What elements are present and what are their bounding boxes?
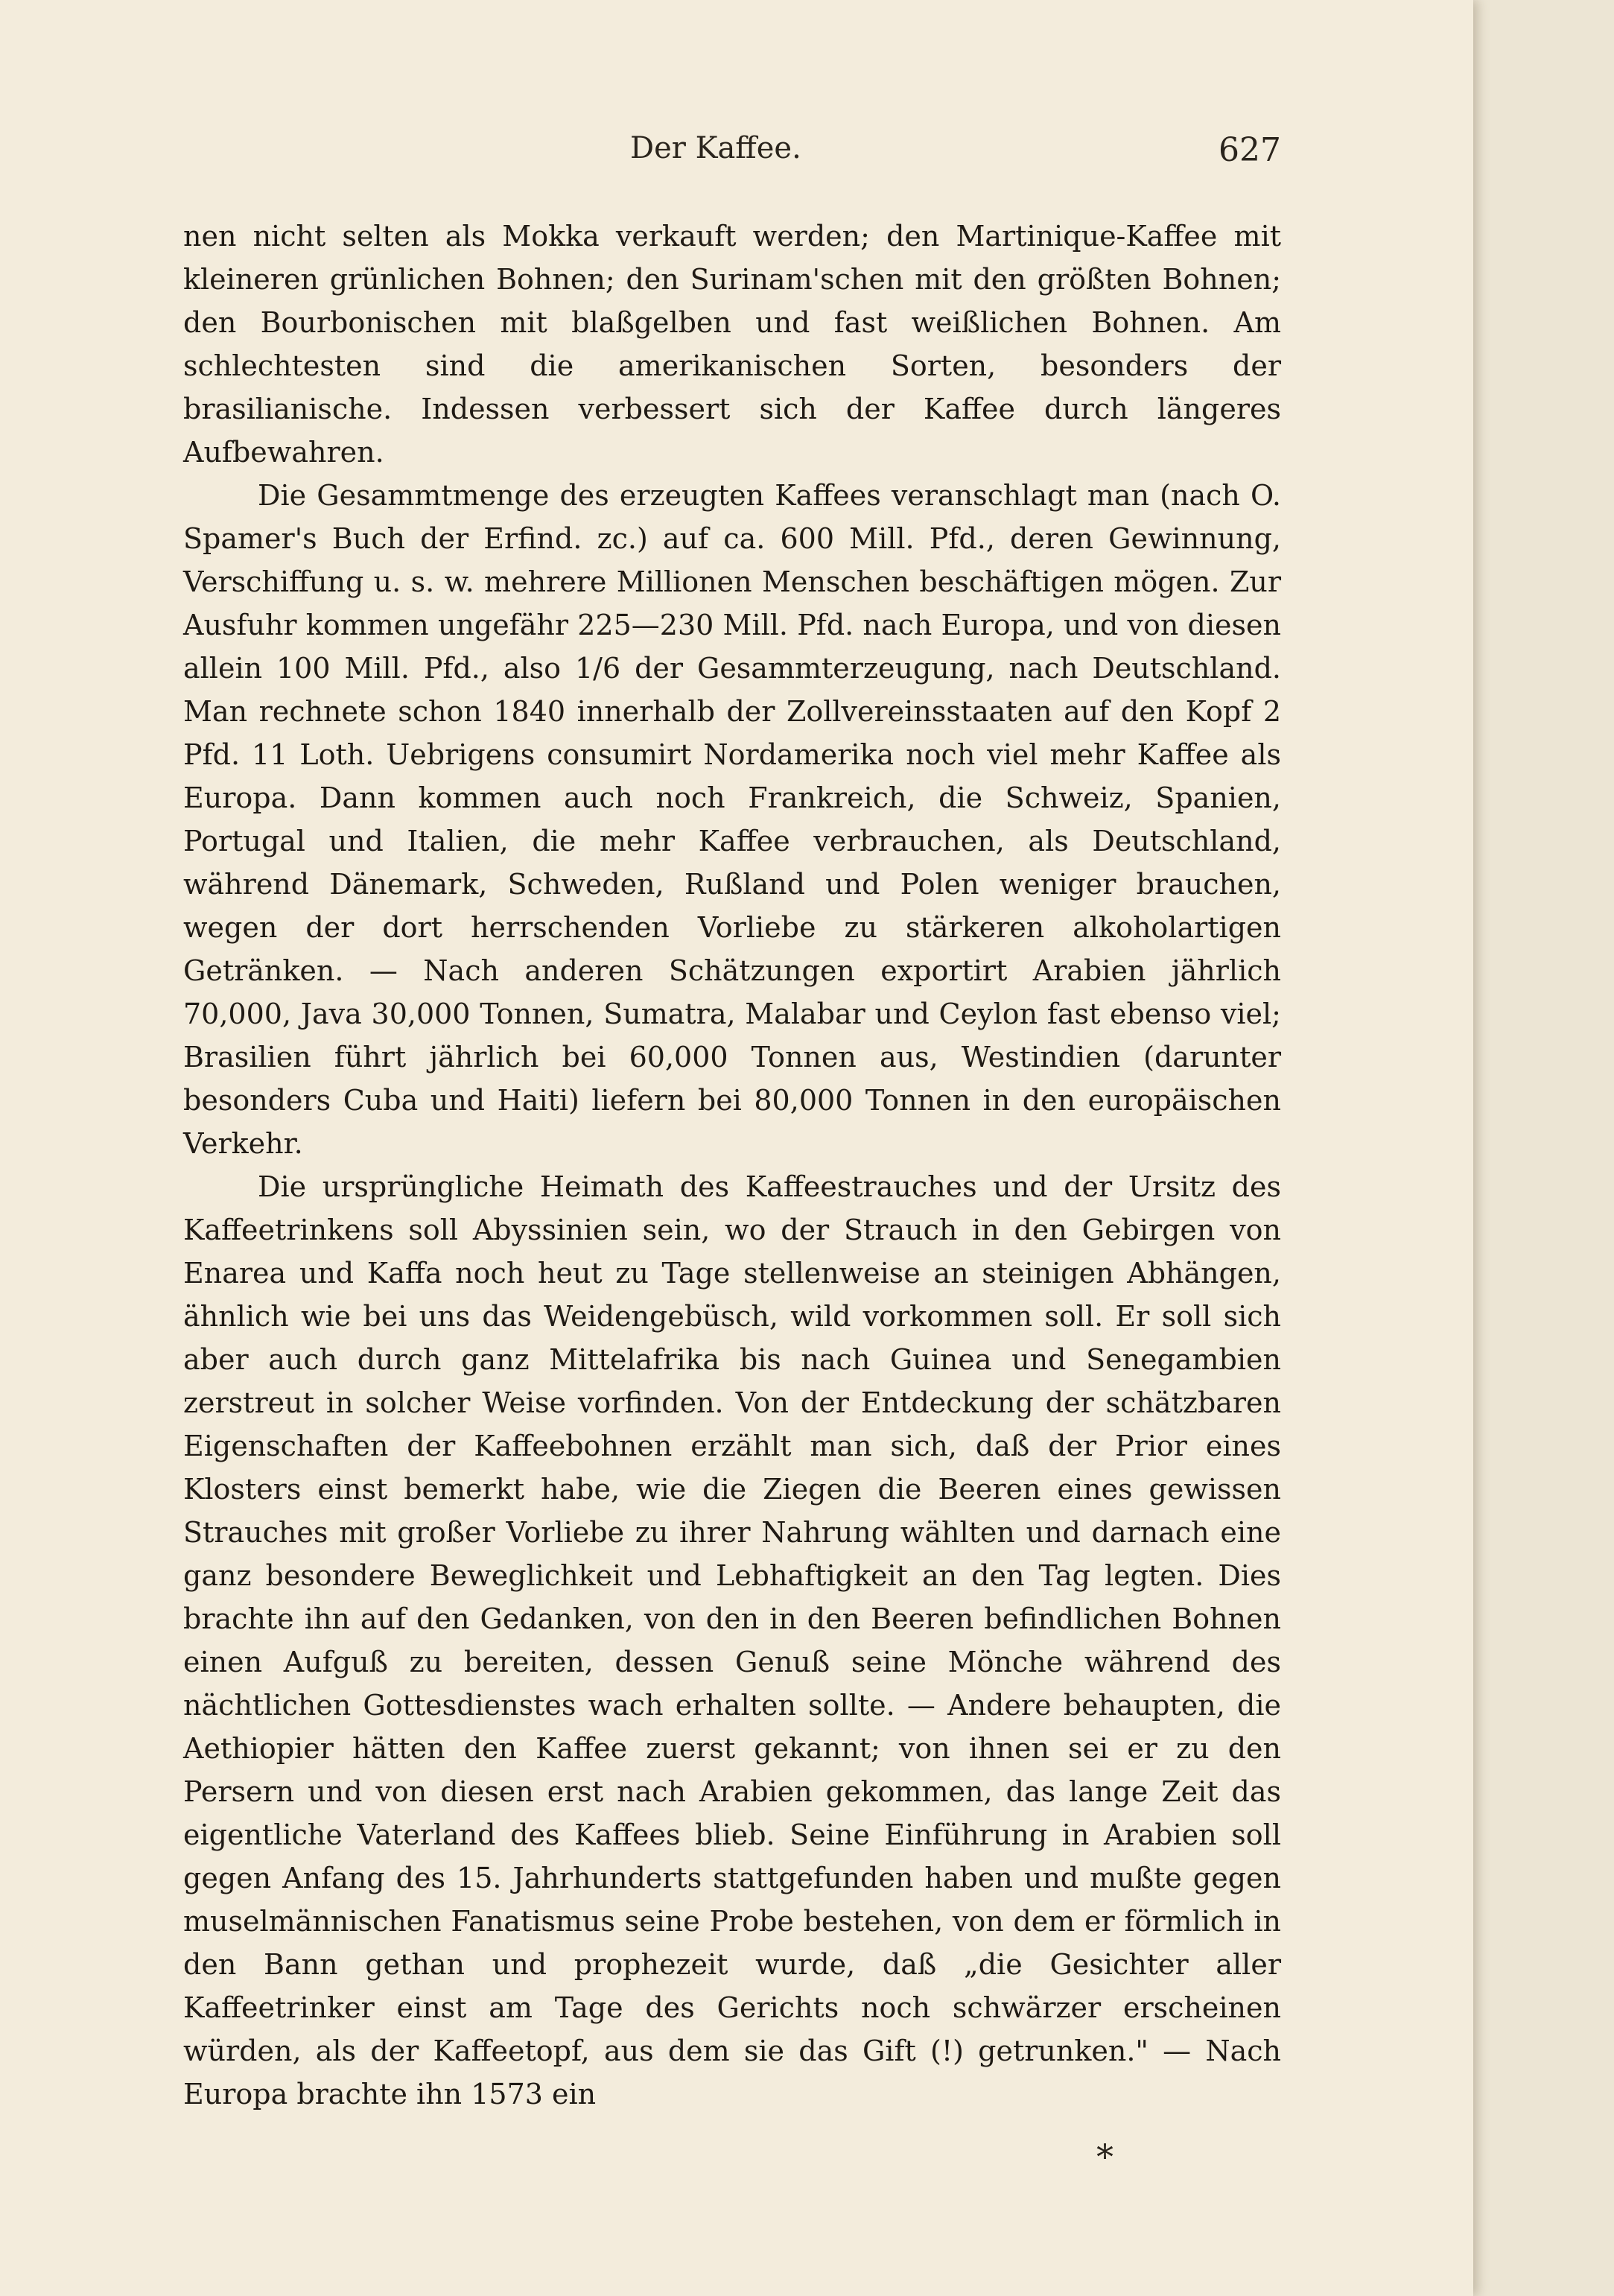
signature-mark: * xyxy=(1096,2137,1113,2177)
body-text xyxy=(183,215,1281,2116)
paragraph-coffee-origin: Die ursprüngliche Heimath des Kaffeestrauches und der Ursitz des Kaffeetrinkens soll Abyssinien sein, wo der Strauch in den Gebirgen von Enarea und Kaffa noch heut zu Tage stellenweise an steinigen Abhängen, ähnlich wie bei uns das Weidengebüsch, wild vorkommen soll. Er soll sich aber auch durch ganz Mittelafrika bis nach Guinea und Senegambien zerstreut in solcher Weise vorfinden. Von der Entdeckung der schätzbaren Eigenschaften der Kaffeebohnen erzählt man sich, daß der Prior eines Klosters einst bemerkt habe, wie die Ziegen die Beeren eines gewissen Strauches mit großer Vorliebe zu ihrer Nahrung wählten und darnach eine ganz besondere Beweglichkeit und Lebhaftigkeit an den Tag legten. Dies brachte ihn auf den Gedanken, von den in den Beeren befindlichen Bohnen einen Aufguß zu bereiten, dessen Genuß seine Mönche während des nächtlichen Gottesdienstes wach erhalten sollte. — Andere behaupten, die Aethiopier hätten den Kaffee zuerst gekannt; von ihnen sei er zu den Persern und von diesen erst nach Arabien gekommen, das lange Zeit das eigentliche Vaterland des Kaffees blieb. Seine Einführung in Arabien soll gegen Anfang des 15. Jahrhunderts stattgefunden haben und mußte gegen muselmännischen Fanatismus seine Probe bestehen, von dem er förmlich in den Bann gethan und prophezeit wurde, daß „die Gesichter aller Kaffeetrinker einst am Tage des Gerichts noch schwärzer erscheinen würden, als der Kaffeetopf, aus dem sie das Gift (!) getrunken." — Nach Europa brachte ihn 1573 ein xyxy=(183,1170,1281,2111)
running-title: Der Kaffee. xyxy=(630,131,801,165)
paragraph-coffee-production: Die Gesammtmenge des erzeugten Kaffees veranschlagt man (nach O. Spamer's Buch der Erfind. zc.) auf ca. 600 Mill. Pfd., deren Gewinnung, Verschiffung u. s. w. mehrere Millionen Menschen beschäftigen mögen. Zur Ausfuhr kommen ungefähr 225—230 Mill. Pfd. nach Europa, und von diesen allein 100 Mill. Pfd., also 1/6 der Gesammterzeugung, nach Deutschland. Man rechnete schon 1840 innerhalb der Zollvereinsstaaten auf den Kopf 2 Pfd. 11 Loth. Uebrigens consumirt Nordamerika noch viel mehr Kaffee als Europa. Dann kommen auch noch Frankreich, die Schweiz, Spanien, Portugal und Italien, die mehr Kaffee verbrauchen, als Deutschland, während Dänemark, Schweden, Rußland und Polen weniger brauchen, wegen der dort herrschenden Vorliebe zu stärkeren alkoholartigen Getränken. — Nach anderen Schätzungen exportirt Arabien jährlich 70,000, Java 30,000 Tonnen, Sumatra, Malabar und Ceylon fast ebenso viel; Brasilien führt jährlich bei 60,000 Tonnen aus, Westindien (darunter besonders Cuba und Haiti) liefern bei 80,000 Tonnen in den europäischen Verkehr. xyxy=(183,479,1281,1160)
page-header xyxy=(183,131,1281,176)
paragraph-continuation: nen nicht selten als Mokka verkauft werden; den Martinique-Kaffee mit kleineren grünlichen Bohnen; den Surinam'schen mit den größten Bohnen; den Bourbonischen mit blaßgelben und fast weißlichen Bohnen. Am schlechtesten sind die amerikanischen Sorten, besonders der brasilianische. Indessen verbessert sich der Kaffee durch längeres Aufbewahren. xyxy=(183,220,1281,469)
page-number: 627 xyxy=(1219,131,1281,169)
